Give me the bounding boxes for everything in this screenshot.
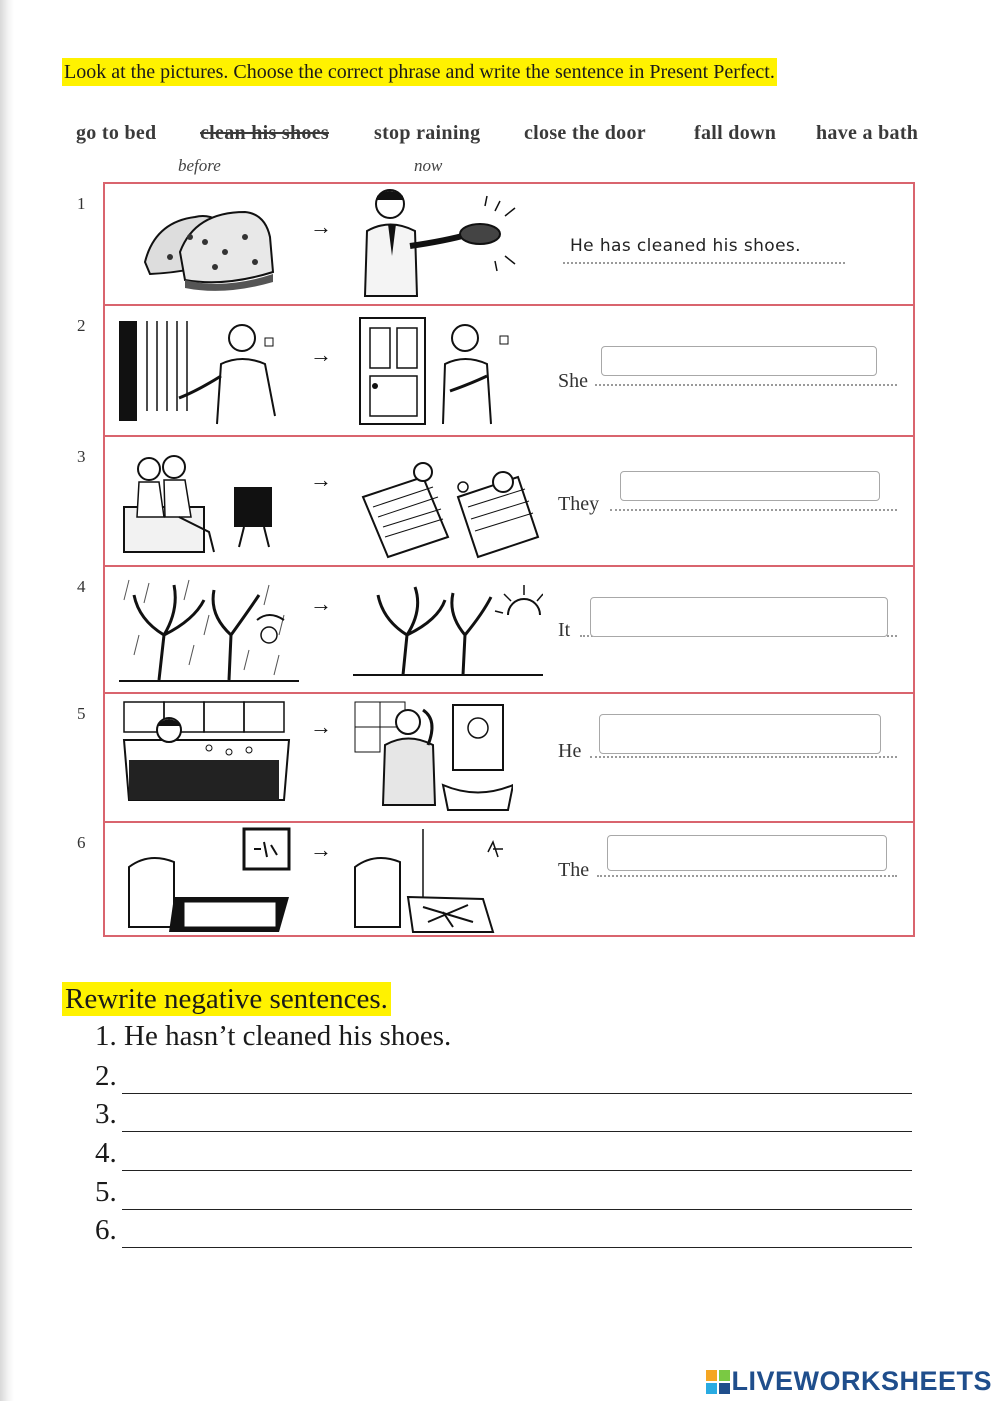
arrow-icon: → [310,214,332,239]
arrow-icon: → [310,467,332,492]
phrase-have-a-bath: have a bath [816,122,919,144]
shoes-icon [135,192,285,292]
answer-dotted-line [597,875,897,877]
answer-input-5[interactable] [599,714,881,754]
page-edge [0,0,14,1401]
negative-answer-line-2[interactable] [122,1093,912,1094]
phrase-stop-raining: stop raining [374,122,481,144]
exercise-box [77,182,915,937]
negative-answer-line-6[interactable] [122,1247,912,1248]
exercise-row-2 [77,304,913,435]
arrow-icon: → [310,591,332,616]
item-number: 3. [95,1098,117,1130]
exercise-row-4 [77,565,913,692]
phrase-close-the-door: close the door [524,122,646,144]
instruction-text: Look at the pictures. Choose the correct phrase and write the sentence in Present Perfect. [62,58,777,86]
item-number: 4. [95,1137,117,1169]
answer-subject: They [558,493,600,515]
answer-dotted-line [595,384,897,386]
answer-input-3[interactable] [620,471,880,501]
woman-open-door-icon [117,316,292,426]
label-now: now [414,156,443,175]
boy-in-bath-icon [119,700,299,810]
row-number: 3 [77,447,86,466]
sunny-trees-icon [353,575,543,685]
woman-closed-door-icon [355,316,530,426]
answer-subject: It [558,619,571,641]
arrow-icon: → [310,714,332,739]
arrow-icon: → [310,342,332,367]
phrase-clean-his-shoes: clean his shoes [200,122,329,144]
label-before: before [178,156,221,175]
liveworksheets-logo [705,1366,992,1397]
row-number: 6 [77,833,86,852]
negative-answer-line-5[interactable] [122,1209,912,1210]
negative-item-4 [95,1137,117,1170]
phrase-go-to-bed: go to bed [76,122,157,144]
answer-subject: She [558,370,588,392]
negative-item-3 [95,1098,117,1131]
rain-trees-icon [119,575,299,685]
answer-subject: The [558,859,590,881]
couple-watching-tv-icon [119,447,299,557]
man-holding-shoes-icon [355,186,535,298]
item-number: 5. [95,1176,117,1208]
brand-name: LIVEWORKSHEETS [731,1366,992,1396]
negative-item-5 [95,1176,117,1209]
row-number: 5 [77,704,86,723]
item-number: 2. [95,1060,117,1092]
negative-item-6 [95,1214,117,1247]
negative-item-1 [95,1020,451,1053]
phrase-bank [76,122,936,152]
exercise-row-3 [77,435,913,565]
example-answer: He has cleaned his shoes. [570,236,801,256]
negative-section-title: Rewrite negative sentences. [62,982,391,1016]
negative-answer-line-4[interactable] [122,1170,912,1171]
item-text: He hasn’t cleaned his shoes. [124,1020,452,1052]
answer-subject: He [558,740,582,762]
fallen-picture-icon [353,827,513,935]
picture-on-wall-icon [119,827,299,935]
item-number: 1. [95,1020,117,1052]
answer-dotted-line [563,262,845,264]
arrow-icon: → [310,837,332,862]
exercise-row-5 [77,692,913,821]
phrase-fall-down: fall down [694,122,777,144]
item-number: 6. [95,1214,117,1246]
row-number: 2 [77,316,86,335]
row-number: 1 [77,194,86,213]
answer-dotted-line [610,509,897,511]
man-in-bathroom-icon [353,700,513,812]
negative-answer-line-3[interactable] [122,1131,912,1132]
people-in-bed-icon [353,447,543,559]
row-number: 4 [77,577,86,596]
answer-input-2[interactable] [601,346,877,376]
answer-input-4[interactable] [590,597,888,637]
exercise-row-1 [77,184,913,304]
exercise-row-6 [77,821,913,935]
liveworksheets-logo-icon [705,1369,731,1395]
answer-input-6[interactable] [607,835,887,871]
negative-item-2 [95,1060,117,1093]
answer-dotted-line [590,756,897,758]
